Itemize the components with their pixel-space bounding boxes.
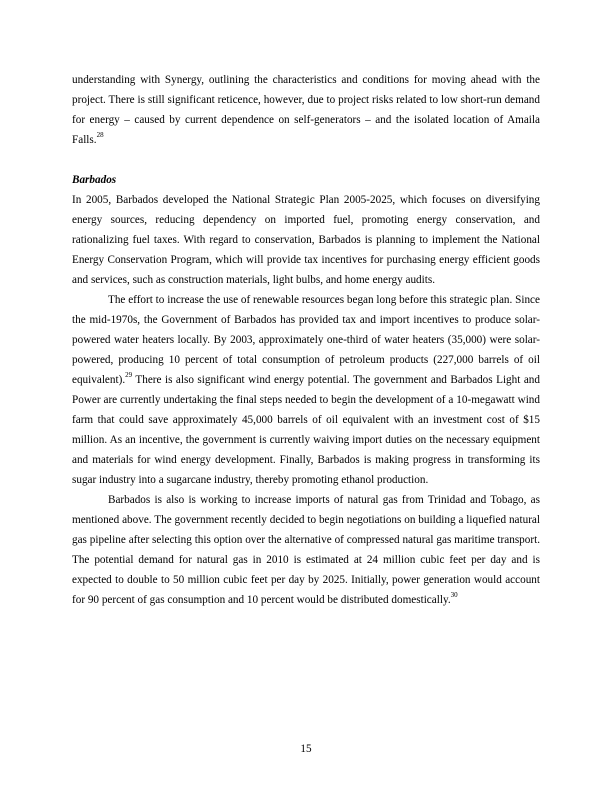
paragraph-2-text-b: There is also significant wind energy potential. The government and Barbados Light and Power are currently undertaking the final steps needed to begin the development of a 10-megawatt wind farm that could save approximately 45,000 barrels of oil equivalent with an investment cost of $15 million. As an incentive, the government is currently waiving import duties on the necessary equipment and materials for wind energy development. Finally, Barbados is making progress in transforming its sugar industry into a sugarcane industry, thereby promoting ethanol production. (72, 374, 540, 486)
paragraph-1-text: In 2005, Barbados developed the National Strategic Plan 2005-2025, which focuses on diversifying energy sources, reducing dependency on imported fuel, promoting energy conservation, and rationalizing fuel taxes. With regard to conservation, Barbados is planning to implement the National Energy Conservation Program, which will provide tax incentives for purchasing energy efficient goods and services, such as construction materials, light bulbs, and home energy audits. (72, 194, 540, 286)
footnote-ref-30: 30 (450, 591, 458, 600)
barbados-paragraph-3 (72, 490, 540, 610)
barbados-paragraph-1 (72, 190, 540, 290)
paragraph-2-text-a: The effort to increase the use of renewable resources began long before this strategic plan. Since the mid-1970s, the Government of Barbados has provided tax and import incentives to produce solar-powered water heaters locally. By 2003, approximately one-third of water heaters (35,000) were solar-powered, producing 10 percent of total consumption of petroleum products (227,000 barrels of oil equivalent). (72, 294, 540, 386)
intro-paragraph (72, 70, 540, 150)
paragraph-3-text: Barbados is also is working to increase imports of natural gas from Trinidad and Tobago, as mentioned above. The government recently decided to begin negotiations on building a liquefied natural gas pipeline after selecting this option over the alternative of compressed natural gas maritime transport. The potential demand for natural gas in 2010 is estimated at 24 million cubic feet per day and is expected to double to 50 million cubic feet per day by 2025. Initially, power generation would account for 90 percent of gas consumption and 10 percent would be distributed domestically. (72, 494, 540, 606)
document-page (72, 70, 540, 610)
page-number: 15 (300, 743, 312, 755)
section-heading: Barbados (72, 174, 117, 186)
footnote-ref-28: 28 (96, 131, 104, 140)
intro-text: understanding with Synergy, outlining the characteristics and conditions for moving ahead with the project. There is still significant reticence, however, due to project risks related to low short-run demand for energy – caused by current dependence on self-generators – and the isolated location of Amaila Falls. (72, 74, 540, 146)
footnote-ref-29: 29 (125, 371, 133, 380)
barbados-paragraph-2 (72, 290, 540, 490)
paragraph-gap (72, 150, 540, 170)
